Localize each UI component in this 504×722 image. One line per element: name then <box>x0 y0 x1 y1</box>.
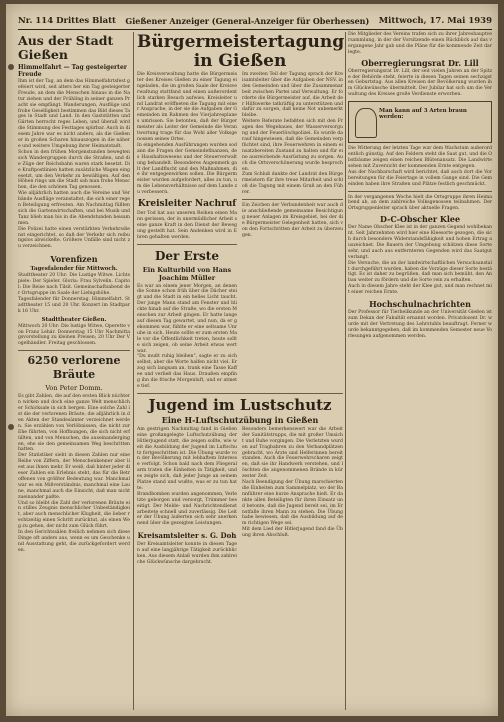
article-body: Aus der Nachbarschaft wird berichtet, daß auch dort die Vorbereitungen für die Feiertage in vollem Gange sind. Die Gemeinden haben ihre Straßen und Plätze festlich geschmückt. <box>348 169 492 187</box>
kicker: Himmelfahrt — Tag gesteigerter Freude <box>18 64 127 78</box>
article-body: Besonders bemerkenswert war die Arbeit der Sanitätstrupps, die mit großer Umsicht und Ruhe vorgingen. Die Verletzten wurden auf Tragbahren zu den Verbandplätzen gebracht, wo Ärzte und Helferinnen bereitstanden. Auch die Feuerwehrscharen zeigten, daß sie ihr Handwerk verstehen, und löschten die angenommenen Brände in kürzester Zeit. <box>242 426 343 480</box>
punch-hole <box>8 424 14 430</box>
section-hochschule: Hochschulnachrichten <box>369 299 471 310</box>
calendar-body: Tagesfalender für Donnerstag. Himmelfahrt. Stadttheater 15 und 20 Uhr. Konzert im Stadtpark 16 Uhr. <box>18 296 130 314</box>
masthead-title: Gießener Anzeiger (General-Anzeiger für Oberhessen) <box>125 16 370 26</box>
column-rule <box>345 32 346 710</box>
subcolumn <box>242 427 343 566</box>
article-body: Die Witterung der letzten Tage war dem Wachstum außerordentlich günstig. Auf den Feldern steht die Saat gut, und die Obstbäume zeigen einen reichen Blütenansatz. Die Landwirte sehen mit Zuversicht der kommenden Ernte entgegen. <box>348 146 492 169</box>
column-center <box>137 32 343 566</box>
byline-braeute: Von Peter Domm. <box>45 384 103 393</box>
article-body: In den Gerichtssälen freilich nehmen sich diese Dinge oft anders aus, wenn es um Geschenke und Ausstattung geht, die zurückgefordert werden. <box>18 530 130 553</box>
article-body: Die Kreisverwaltung hatte die Bürgermeister des Kreises Gießen zu einer Tagung eingeladen, die im großen Saale der Kreisverwaltung stattfand und einen außerordentlich starken Besuch aufwies. Kreisleiter und Landrat eröffneten die Tagung mit einer Ansprache, in der sie die Aufgaben der Gemeinden im Rahmen des Vierjahresplanes umrissen. Sie betonten, daß der Bürgermeister als Leiter der Gemeinde die Verantwortung trage für das Wohl aller Volksgenossen seines Ortes. <box>137 72 237 142</box>
masthead-rule <box>18 29 492 30</box>
article-body: Mit dem Lied der Hitlerjugend fand die Übung ihren Abschluß. <box>242 527 343 539</box>
article-body: Wie alljährlich hatten auch die Vereine und Verbände Ausflüge veranstaltet, die sich einer regen Beteiligung erfreuten. Am Nachmittag füllten sich die Gartenwirtschaften, und bei Musik und Tanz blieb man bis in die Abendstunden beisammen. <box>18 191 130 226</box>
headline-buergermeister: Bürgermeistertagung in Gießen <box>137 32 345 71</box>
article-body: "Du mußt ruhig bleiben", sagte er zu sich selbst, aber die Worte halfen nicht viel. Er zog sich langsam an, trank eine Tasse Kaffee und verließ das Haus. Draußen empfing ihn die frische Morgenluft, und er atmete tief. <box>137 354 237 389</box>
byline-erste: Ein Kulturbild von Hans Joachim Müller <box>142 265 232 282</box>
article-body: Oberregierungsrat Dr. Lill, der seit vielen Jahren an der Spitze der Behörde steht, feierte in diesen Tagen seinen sechzigsten Geburtstag. Aus allen Kreisen der Bevölkerung wurden ihm Glückwünsche übermittelt. Der Jubilar hat sich um die Verwaltung des Kreises große Verdienste erworben. <box>348 68 492 98</box>
article-body: Die Mitglieder des Vereins trafen sich zu ihrer Jahreshauptversammlung, in der der Vorsitzende einen Rückblick auf das vergangene Jahr gab und die Pläne für die kommende Zeit darlegte. <box>348 32 492 55</box>
divider <box>348 191 492 192</box>
article-body: Der Statistiker sieht in diesen Zahlen nur eine Reihe von Ziffern, der Menschenkenner aber liest aus ihnen mehr. Er weiß, daß hinter jeder dieser Zahlen ein Erlebnis steht, das für die Betroffenen von größter Bedeutung war. Manchmal war es ein Mißverständnis, manchmal eine Laune, manchmal auch die Einsicht, daß man nicht zueinander paßte. <box>18 453 130 500</box>
article-body: Ein Zeichen der Verbundenheit war auch die anschließende gemeinsame Besichtigung neuer Anlagen im Kreisgebiet, bei der die Bürgermeister Gelegenheit hatten, sich von den Fortschritten der Arbeit zu überzeugen. <box>242 203 343 238</box>
divider <box>242 199 343 200</box>
article-body: Es war an einem jener Morgen, an denen die Sonne schon früh über die Dächer steigt und die Stadt in ein helles Licht taucht. Der junge Mann stand am Fenster und blickte hinab auf die Straße, wo die ersten Menschen zur Arbeit gingen. Er hatte lange auf diesen Tag gewartet, und nun, da er gekommen war, fühlte er eine seltsame Unruhe in sich. Heute sollte er zum ersten Male vor die Öffentlichkeit treten, heute sollte sich zeigen, ob seine Arbeit etwas wert war. <box>137 283 237 354</box>
divider <box>137 244 237 245</box>
theater-body: Mittwoch 20 Uhr: Die lustige Witwe, Operette von Franz Lehár. Donnerstag 15 Uhr Nachmittagsvorstellung zu kleinen Preisen; 20 Uhr Der Vogelhändler. Freitag geschlossen. <box>18 323 130 347</box>
headline-erste: Der Erste <box>155 248 219 263</box>
article-body: Nach Beendigung der Übung marschierten die Einheiten zum Sammelplatz, wo der Bannführer eine kurze Ansprache hielt. Er dankte allen Beteiligten für ihren Einsatz und betonte, daß die Jugend bereit sei, im Ernstfalle ihren Mann zu stehen. Die Übung habe bewiesen, daß die Ausbildung auf dem richtigen Wege sei. <box>242 480 343 527</box>
section-kalender: Tagesfalender für Mittwoch. <box>30 266 118 273</box>
calendar-body: Stadttheater 20 Uhr: Die Lustige Witwe. Lichtspiele: Der Spieler. Gloria: Frau Sylvelin. Capitol: Die Reise nach Tilsit. Gemeinschaftsabend der Ortsgruppe im Saale der Liebigshöhe. <box>18 273 130 296</box>
newspaper-page <box>6 4 498 716</box>
article-body: Der Name Obscher Klee ist in der ganzen Gegend wohlbekannt. Seit Jahrzehnten wird hier eine Kleesorte gezogen, die sich durch besondere Widerstandsfähigkeit und hohen Ertrag auszeichnet. Die Bauern der Umgebung schätzen diese Sorte sehr, und auch aus entfernteren Gegenden wird das Saatgut verlangt. <box>348 225 492 260</box>
article-body: Im zweiten Teil der Tagung sprach der Kreisamtsleiter über die Aufgaben der NSV. in den Gemeinden und über die Zusammenarbeit zwischen Partei und Verwaltung. Er forderte die Bürgermeister auf, die Arbeit der Hilfswerke tatkräftig zu unterstützen und dafür zu sorgen, daß keine Not unbemerkt bleibe. <box>242 72 343 119</box>
article-body: In der vergangenen Woche hielt die Ortsgruppe ihren Heimabend ab, an dem zahlreiche Volksgenossen teilnahmen. Der Ortsgruppenleiter sprach über aktuelle Fragen. <box>348 194 492 212</box>
masthead <box>18 14 492 28</box>
article-body: Der Tod hat aus unseren Reihen einen Mann gerissen, der in unermüdlicher Arbeit seine ganze Kraft in den Dienst der Bewegung gestellt hat. Sein Andenken wird in Ehren gehalten werden. <box>137 211 237 240</box>
column-rule <box>133 32 134 710</box>
subcolumn <box>137 72 237 390</box>
headline-braeute: 6250 verlorene Bräute <box>27 354 121 382</box>
section-vorenfizen: Vorenfizen <box>50 254 98 265</box>
article-two-col <box>137 427 343 566</box>
section-lill: Oberregierungsrat Dr. Lill <box>361 57 479 68</box>
divider <box>137 393 343 394</box>
ad-figure-icon <box>355 108 377 138</box>
article-body: Der Kreisamtsleiter konnte in diesen Tagen auf eine langjährige Tätigkeit zurückblicken. Aus diesem Anlaß wurden ihm zahlreiche Glückwünsche dargebracht. <box>137 542 237 565</box>
headline-stadt: Aus der Stadt Gießen <box>18 33 114 62</box>
column-left <box>18 32 130 554</box>
article-body: Brandbomben wurden angenommen, Verletzte geborgen und versorgt, Trümmer beseitigt. Der Melde- und Nachrichtendienst arbeitete schnell und zuverlässig. Die Leiter der Übung äußerten sich sehr anerkennend über die gezeigten Leistungen. <box>137 491 237 527</box>
article-body: Es gibt Zahlen, die auf den ersten Blick nüchtern wirken und doch eine ganze Welt menschlicher Schicksale in sich bergen. Eine solche Zahl ist die der verlorenen Bräute, die alljährlich in den Akten der Standesämter verzeichnet werden. Sie erzählen von Verlöbnissen, die nicht zur Ehe führten, von Hoffnungen, die sich nicht erfüllten, und von Menschen, die auseinandergingen, ehe sie den gemeinsamen Weg beschritten hatten. <box>18 394 130 453</box>
subheadline-jugend: Eine H-Luftschutzübung in Gießen <box>161 414 319 425</box>
article-body: Ihm ist der Tag, an dem das Himmelfahrtsfest gefeiert wird, seit alters her ein Tag gesteigerter Freude, an dem die Menschen hinaus in die Natur ziehen und der Frühling in seiner ganzen Pracht sie empfängt. Wanderungen, Ausflüge und frohe Geselligkeit bestimmen das Bild dieses Tages in Stadt und Land. In den Gaststätten und Gärten herrscht reges Leben, und überall wird die Stimmung des Festtages spürbar. Auch in diesem Jahre war es nicht anders, als die Gießener in großen Scharen hinauszogen in die nähere und weitere Umgebung ihrer Heimatstadt. <box>18 79 130 149</box>
ad-text: Man kann auf 3 Arten braun werden: <box>379 108 467 121</box>
section-nachruf: Kreisleiter Nachruf <box>137 199 237 210</box>
article-body: Der Professor für Tierheilkunde an der Universität Gießen ist zum Dekan der Fakultät ernannt worden. Privatdozent Dr. wurde mit der Vertretung des Lehrstuhls beauftragt. Ferner wurde bekanntgegeben, daß im kommenden Semester neue Vorlesungen aufgenommen werden. <box>348 310 492 339</box>
punch-hole <box>8 64 14 70</box>
masthead-issue: Nr. 114 Drittes Blatt <box>18 16 116 26</box>
divider <box>18 350 130 351</box>
article-body: Die Versuche, die an der landwirtschaftlichen Versuchsanstalt durchgeführt wurden, haben die Vorzüge dieser Sorte bestätigt. Es ist daher zu begrüßen, daß man sich bemüht, den Anbau weiter zu fördern und die Sorte rein zu erhalten. <box>348 260 492 284</box>
article-body: Am gestrigen Nachmittag fand in Gießen eine großangelegte Luftschutzübung der Hitlerjugend statt, die zeigen sollte, wie weit die Ausbildung der Jugend im Luftschutz fortgeschritten ist. Die Übung wurde von der Bevölkerung mit lebhaftem Interesse verfolgt. Schon bald nach dem Fliegeralarm traten die Einheiten in Tätigkeit, und es zeigte sich, daß jeder Junge an seinem Platze stand und wußte, was er zu tun hatte. <box>137 426 237 491</box>
section-doh: Kreisamtsleiter s. G. Doh <box>137 531 237 541</box>
article-body: Auch in diesem Jahre steht der Klee gut, und man rechnet mit einer reichen Ernte. <box>348 284 492 296</box>
subcolumn <box>137 427 237 566</box>
article-body: In eingehenden Ausführungen wurden sodann die Fragen der Gemeindefinanzen, des Haushaltswesens und der Steuerverwaltung behandelt. Besonderes Augenmerk galt der Landflucht und den Maßnahmen, die ihr entgegenwirken sollen. Die Bürgermeister wurden aufgefordert, alles zu tun, um die Lebensverhältnisse auf dem Lande zu verbessern. <box>137 142 237 196</box>
article-body: Weitere Referate befaßten sich mit den Fragen des Wegebaues, der Wasserversorgung und der Feuerlöschpolizei. Es wurde darauf hingewiesen, daß die Gemeinden verpflichtet sind, ihre Feuerwehren in einem einsatzbereiten Zustand zu halten und für eine ausreichende Ausrüstung zu sorgen. Auch die Ortsverschönerung wurde besprochen. <box>242 119 343 172</box>
article-body: Die Polizei hatte einen verstärkten Verkehrsdienst eingerichtet, so daß der Verkehr sich reibungslos abwickelte. Größere Unfälle sind nicht zu verzeichnen. <box>18 226 130 250</box>
section-obscher: D-C-Obscher Klee <box>379 214 461 225</box>
section-theater: Stadttheater Gießen. <box>41 316 107 323</box>
subcolumn <box>242 72 343 390</box>
headline-jugend: Jugend im Lustschutz <box>148 395 332 414</box>
masthead-date: Mittwoch, 17. Mai 1939 <box>378 16 492 26</box>
article-body: Und so bleibt die Zahl der verlorenen Bräute ein stilles Zeugnis menschlicher Unbeständigkeit, aber auch menschlicher Klugheit, die lieber rechtzeitig einen Schritt zurücktut, als einen Weg zu gehen, der nicht zum Glück führt. <box>18 500 130 530</box>
column-right <box>348 32 492 340</box>
advertisement <box>348 101 492 143</box>
article-two-col <box>137 72 343 390</box>
article-body: Zum Schluß dankte der Landrat den Bürgermeistern für ihre treue Mitarbeit und schloß die Tagung mit einem Gruß an den Führer. <box>242 172 343 196</box>
article-body: Schon in den frühen Morgenstunden bewegten sich Wandergruppen durch die Straßen, und die Züge der Reichsbahn waren stark besetzt. Die Kraftpostlinien hatten zusätzliche Wagen eingesetzt, um den Verkehr zu bewältigen. Auf den Höhen rings um die Stadt sah man frohe Menschen, die den schönen Tag genossen. <box>18 149 130 191</box>
